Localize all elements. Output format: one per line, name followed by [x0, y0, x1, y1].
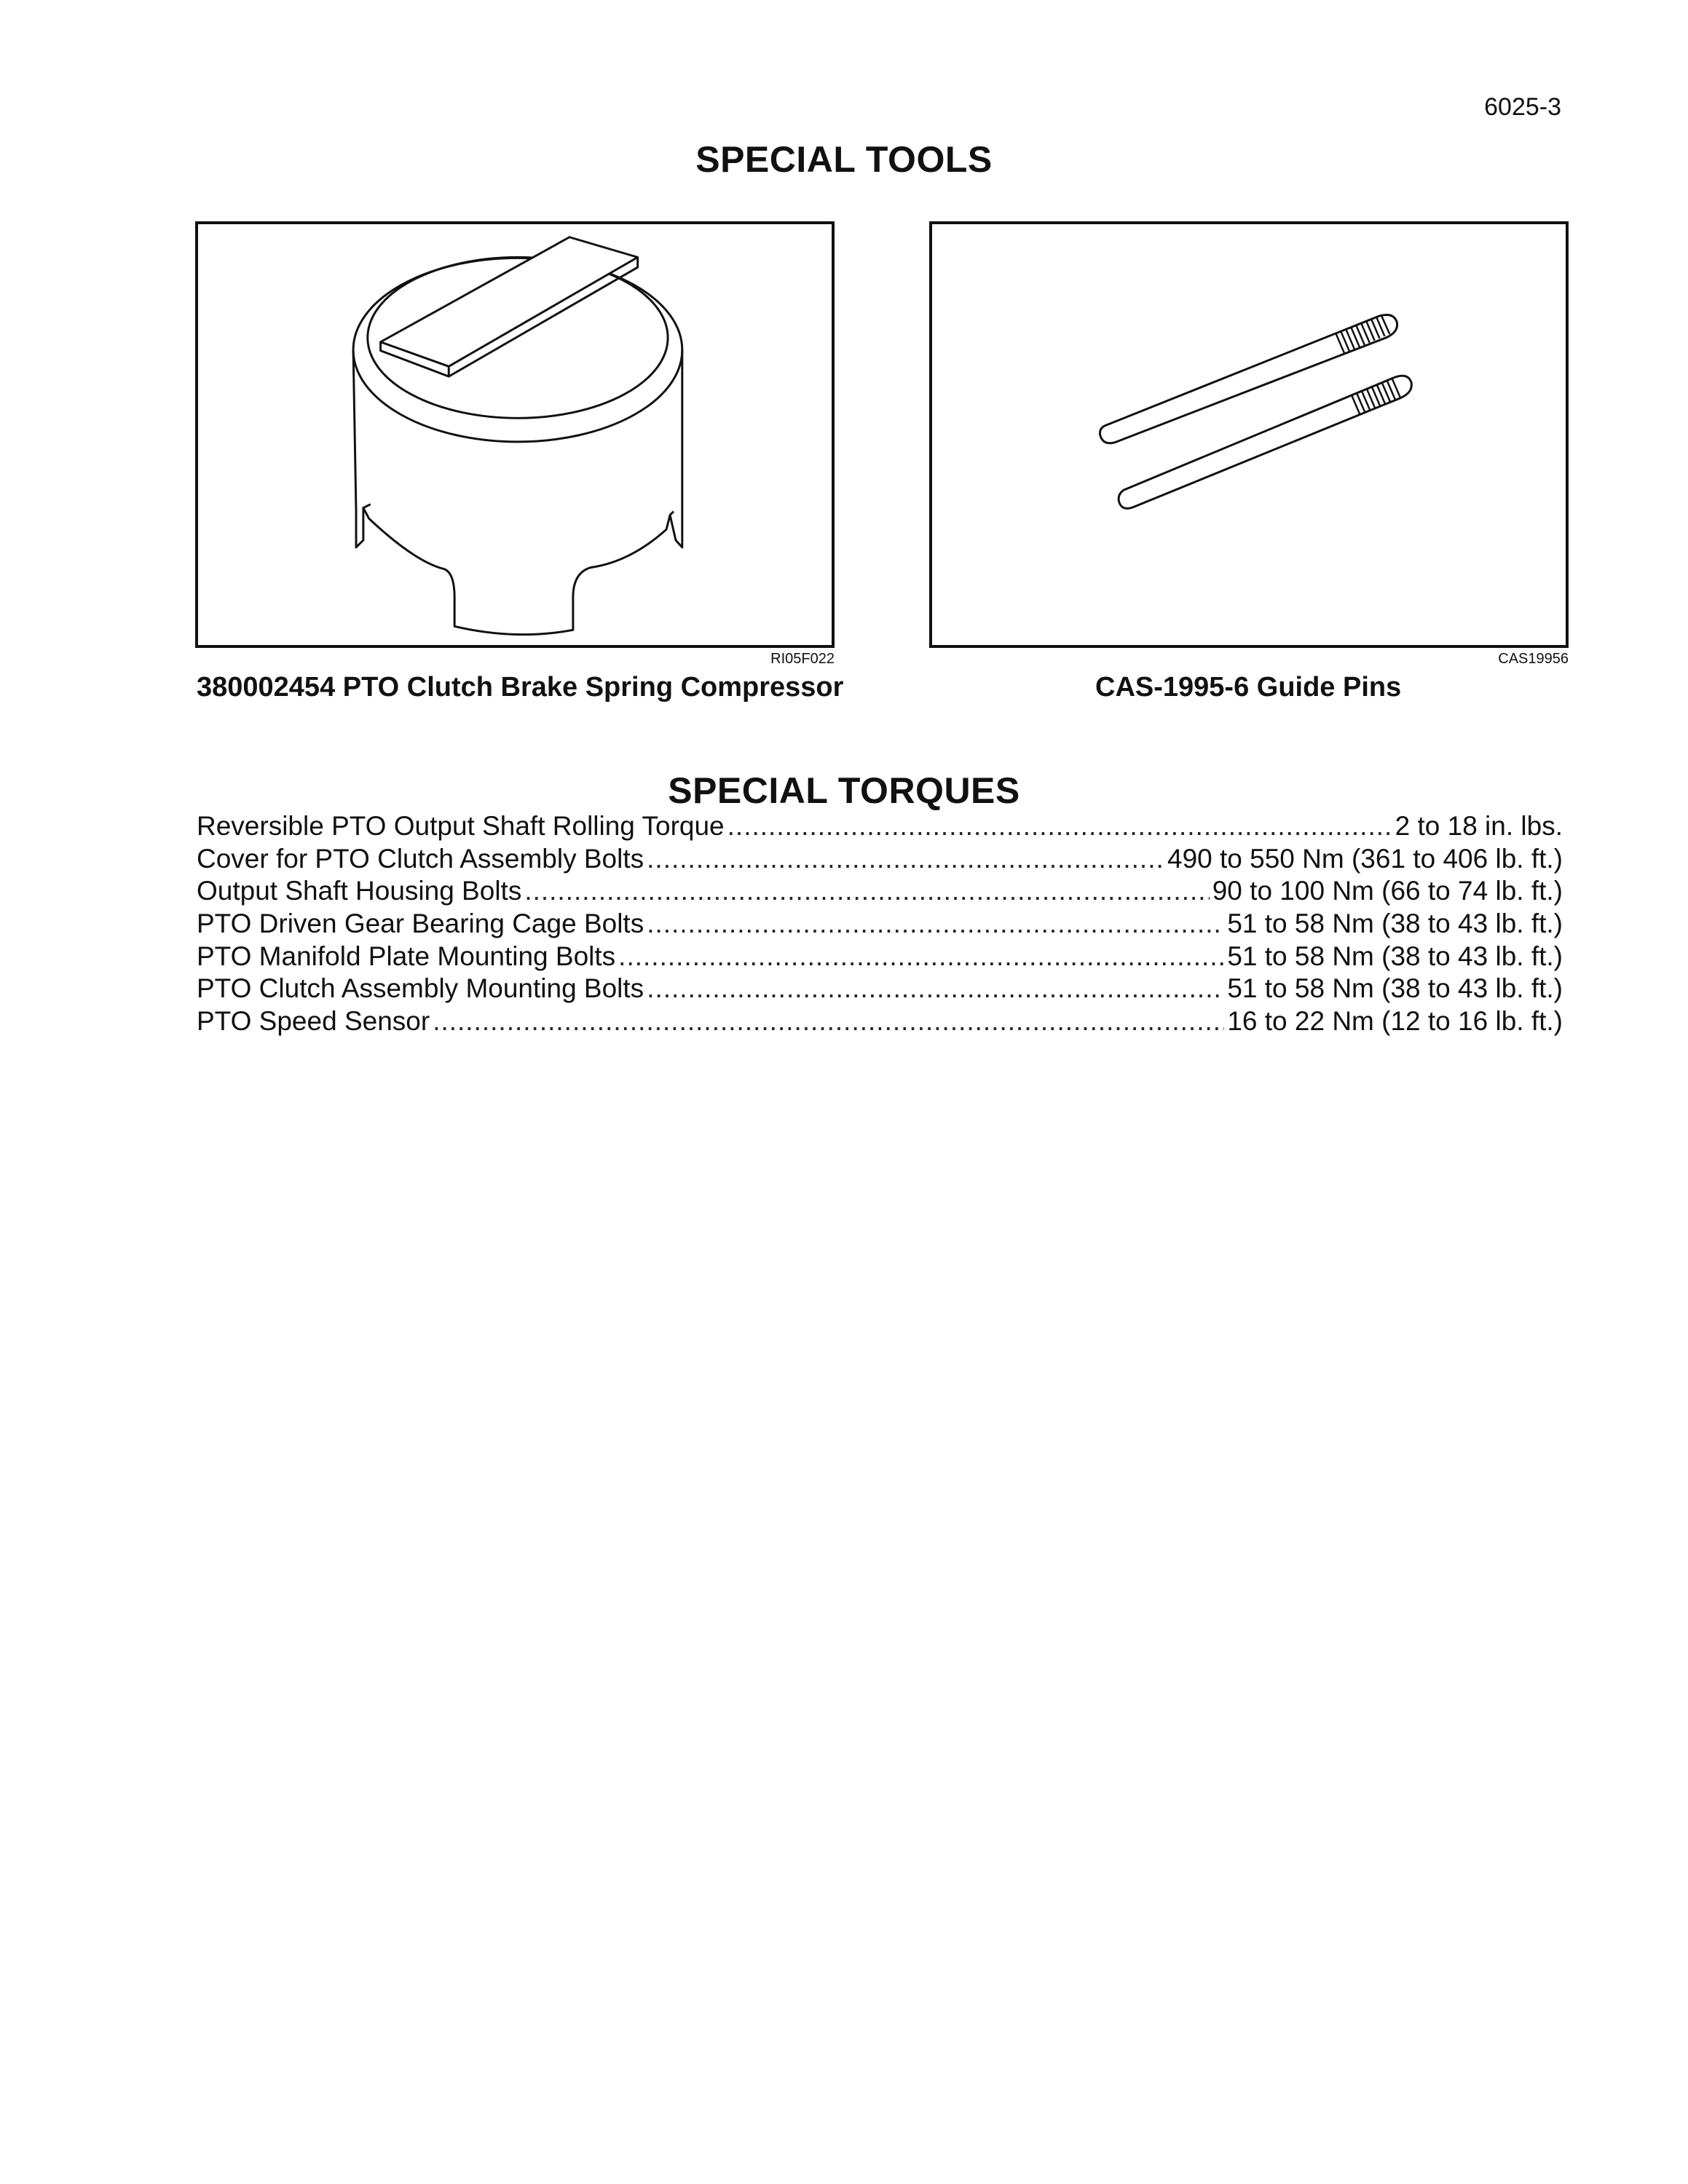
spring-compressor-figure	[195, 221, 835, 648]
dot-leader	[647, 844, 1164, 874]
dot-leader	[647, 909, 1224, 939]
guide-pins-figure	[929, 221, 1569, 648]
torque-value: 2 to 18 in. lbs.	[1395, 811, 1563, 841]
torque-label: PTO Clutch Assembly Mounting Bolts	[197, 973, 644, 1004]
torque-row	[197, 876, 1563, 909]
torque-label: Output Shaft Housing Bolts	[197, 876, 522, 906]
guide-pins-illustration	[932, 224, 1566, 645]
torque-value: 51 to 58 Nm (38 to 43 lb. ft.)	[1227, 941, 1563, 971]
torque-value: 490 to 550 Nm (361 to 406 lb. ft.)	[1167, 843, 1563, 874]
torque-value: 90 to 100 Nm (66 to 74 lb. ft.)	[1212, 876, 1563, 906]
torque-row	[197, 909, 1563, 941]
figure-code: RI05F022	[770, 651, 835, 667]
torque-value: 51 to 58 Nm (38 to 43 lb. ft.)	[1227, 973, 1563, 1004]
torque-row	[197, 844, 1563, 877]
torque-row	[197, 973, 1563, 1006]
dot-leader	[727, 811, 1392, 842]
torque-list	[197, 811, 1563, 1039]
torque-row	[197, 811, 1563, 844]
dot-leader	[433, 1006, 1224, 1037]
dot-leader	[618, 941, 1224, 972]
torque-value: 51 to 58 Nm (38 to 43 lb. ft.)	[1227, 909, 1563, 939]
special-torques-title: SPECIAL TORQUES	[668, 770, 1020, 811]
tool-caption: 380002454 PTO Clutch Brake Spring Compressor	[197, 672, 844, 703]
torque-value: 16 to 22 Nm (12 to 16 lb. ft.)	[1227, 1006, 1563, 1037]
tool-caption: CAS-1995-6 Guide Pins	[1095, 672, 1402, 703]
torque-label: PTO Driven Gear Bearing Cage Bolts	[197, 909, 644, 939]
torque-row	[197, 941, 1563, 974]
spring-compressor-illustration	[198, 224, 832, 645]
figure-code: CAS19956	[1498, 651, 1569, 667]
torque-label: Reversible PTO Output Shaft Rolling Torque	[197, 811, 725, 841]
torque-label: PTO Speed Sensor	[197, 1006, 430, 1037]
torque-label: PTO Manifold Plate Mounting Bolts	[197, 941, 616, 971]
torque-label: Cover for PTO Clutch Assembly Bolts	[197, 843, 644, 874]
dot-leader	[647, 973, 1224, 1004]
page-number: 6025-3	[1484, 93, 1561, 121]
special-tools-title: SPECIAL TOOLS	[695, 139, 993, 180]
torque-row	[197, 1006, 1563, 1039]
dot-leader	[524, 876, 1209, 906]
